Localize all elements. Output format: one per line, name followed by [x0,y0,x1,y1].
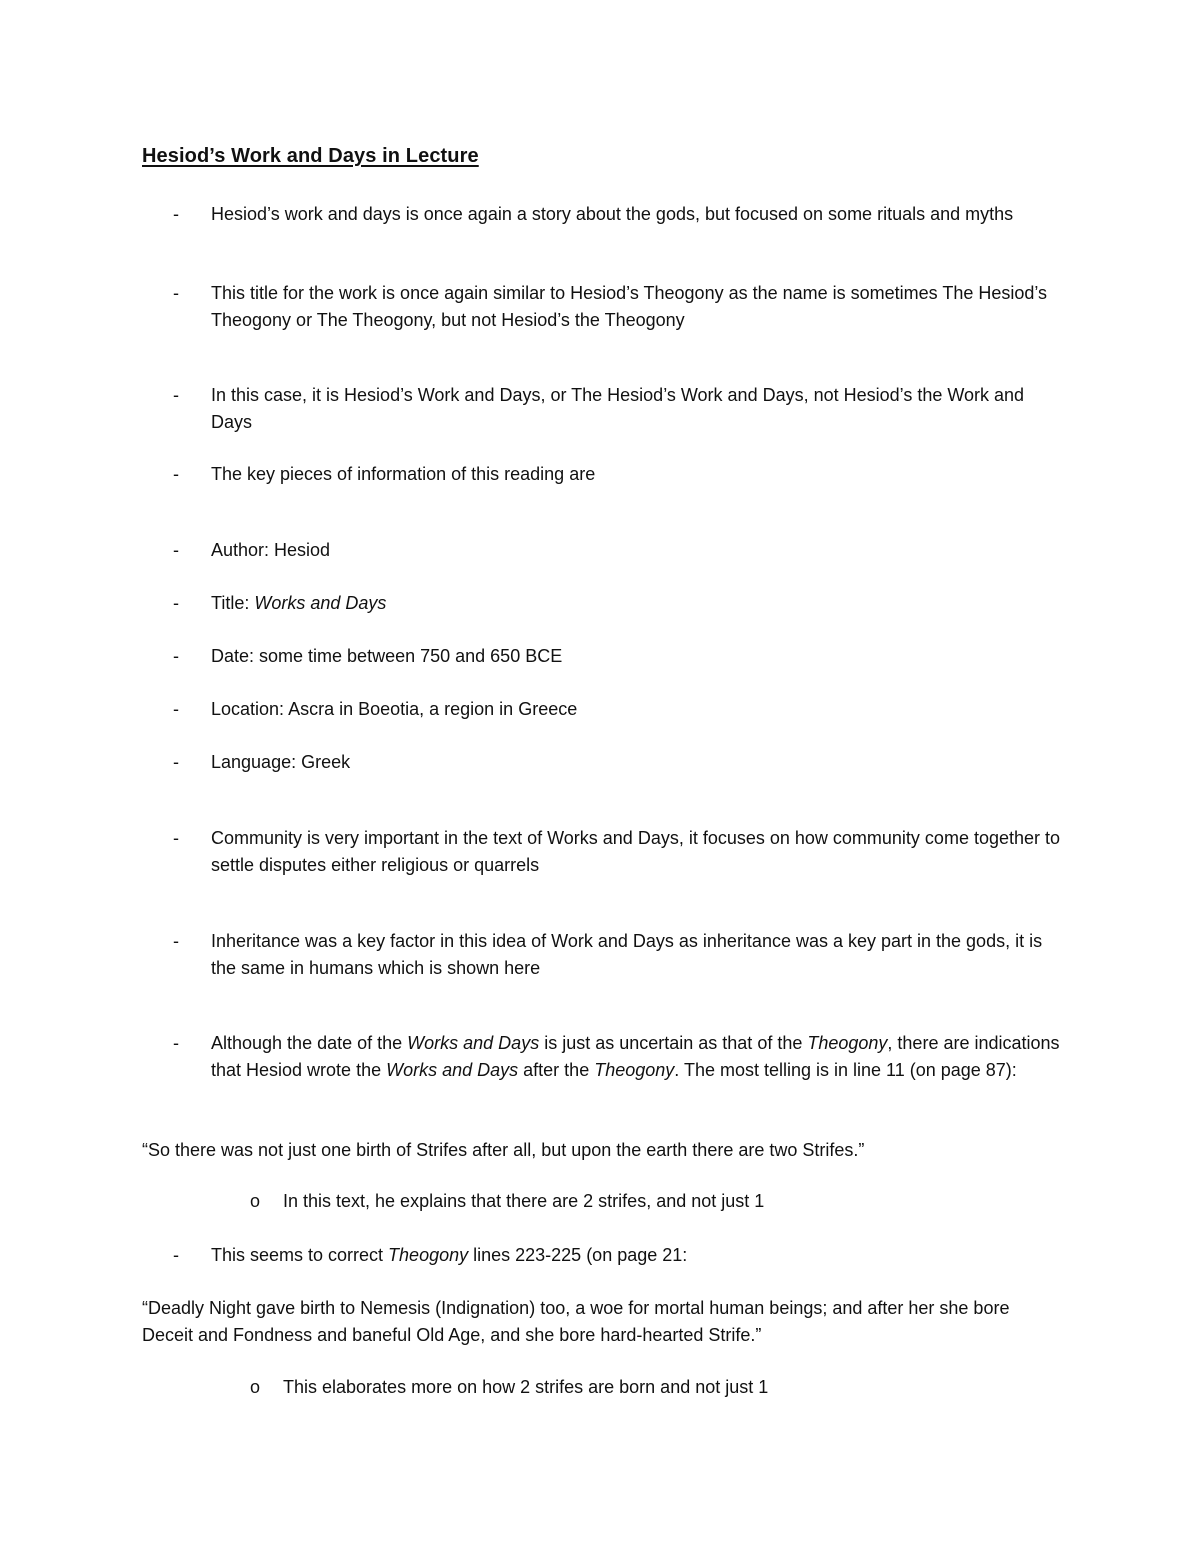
text-run: This seems to correct [211,1245,389,1265]
dash-bullet: - [173,1033,179,1053]
dash-bullet: - [173,204,179,224]
list-item-text: In this case, it is Hesiod’s Work and Days, or The Hesiod’s Work and Days, not Hesiod’s the Work and Days [211,385,1025,432]
language-text: Language: Greek [211,752,351,772]
location-text: Location: Ascra in Boeotia, a region in Greece [211,699,578,719]
text-run: . The most telling is in line 11 (on page 87): [674,1059,1017,1080]
title-value: Works and Days [254,593,387,613]
text-run: lines 223-225 (on page 21: [468,1245,688,1265]
text-run: Although the date of the [211,1033,408,1053]
title-label: Title: [211,593,255,613]
list-item-text: Inheritance was a key factor in this idea of Work and Days as inheritance was a key part in the gods, it is the same in humans which is shown here [211,931,1043,978]
dash-bullet: - [173,540,179,560]
dash-bullet: - [173,283,179,303]
sub-list-item-text: This elaborates more on how 2 strifes are born and not just 1 [283,1377,769,1397]
text-run: , there are indications that Hesiod wrote the [211,1033,1060,1080]
list-item-text: This title for the work is once again similar to Hesiod’s Theogony as the name is sometimes The Hesiod’s Theogony or The Theogony, but not Hesiod’s the Theogony [211,283,1048,330]
date-text: Date: some time between 750 and 650 BCE [211,646,563,666]
dash-bullet: - [173,464,179,484]
dash-bullet: - [173,752,179,772]
italic-run: Works and Days [386,1059,519,1080]
dash-bullet: - [173,593,179,613]
author-text: Author: Hesiod [211,540,331,560]
text-run: after the [518,1059,595,1080]
italic-run: Theogony [807,1033,888,1053]
document-title: Hesiod’s Work and Days in Lecture [142,145,479,167]
title-text [211,590,1061,617]
list-item-text [211,1242,1061,1269]
italic-run: Works and Days [407,1033,540,1053]
text-run: is just as uncertain as that of the [539,1033,808,1053]
circle-bullet: o [250,1377,261,1397]
list-item-text: Community is very important in the text of Works and Days, it focuses on how community come together to settle disputes either religious or quarrels [211,828,1061,875]
list-item-text: Hesiod’s work and days is once again a story about the gods, but focused on some rituals and myths [211,204,1014,224]
dash-bullet: - [173,646,179,666]
quote: “Deadly Night gave birth to Nemesis (Indignation) too, a woe for mortal human beings; and after her she bore Deceit and Fondness and baneful Old Age, and she bore hard-hearted Strife.” [142,1298,1010,1345]
sub-list-item-text: In this text, he explains that there are 2 strifes, and not just 1 [283,1191,765,1211]
list-item-text: The key pieces of information of this reading are [211,464,596,484]
quote: “So there was not just one birth of Strifes after all, but upon the earth there are two Strifes.” [142,1140,865,1160]
dash-bullet: - [173,931,179,951]
italic-run: Theogony [388,1245,469,1265]
italic-run: Theogony [594,1059,675,1080]
dash-bullet: - [173,699,179,719]
circle-bullet: o [250,1191,261,1211]
list-item-text [211,1030,1061,1083]
dash-bullet: - [173,385,179,405]
dash-bullet: - [173,828,179,848]
dash-bullet: - [173,1245,179,1265]
